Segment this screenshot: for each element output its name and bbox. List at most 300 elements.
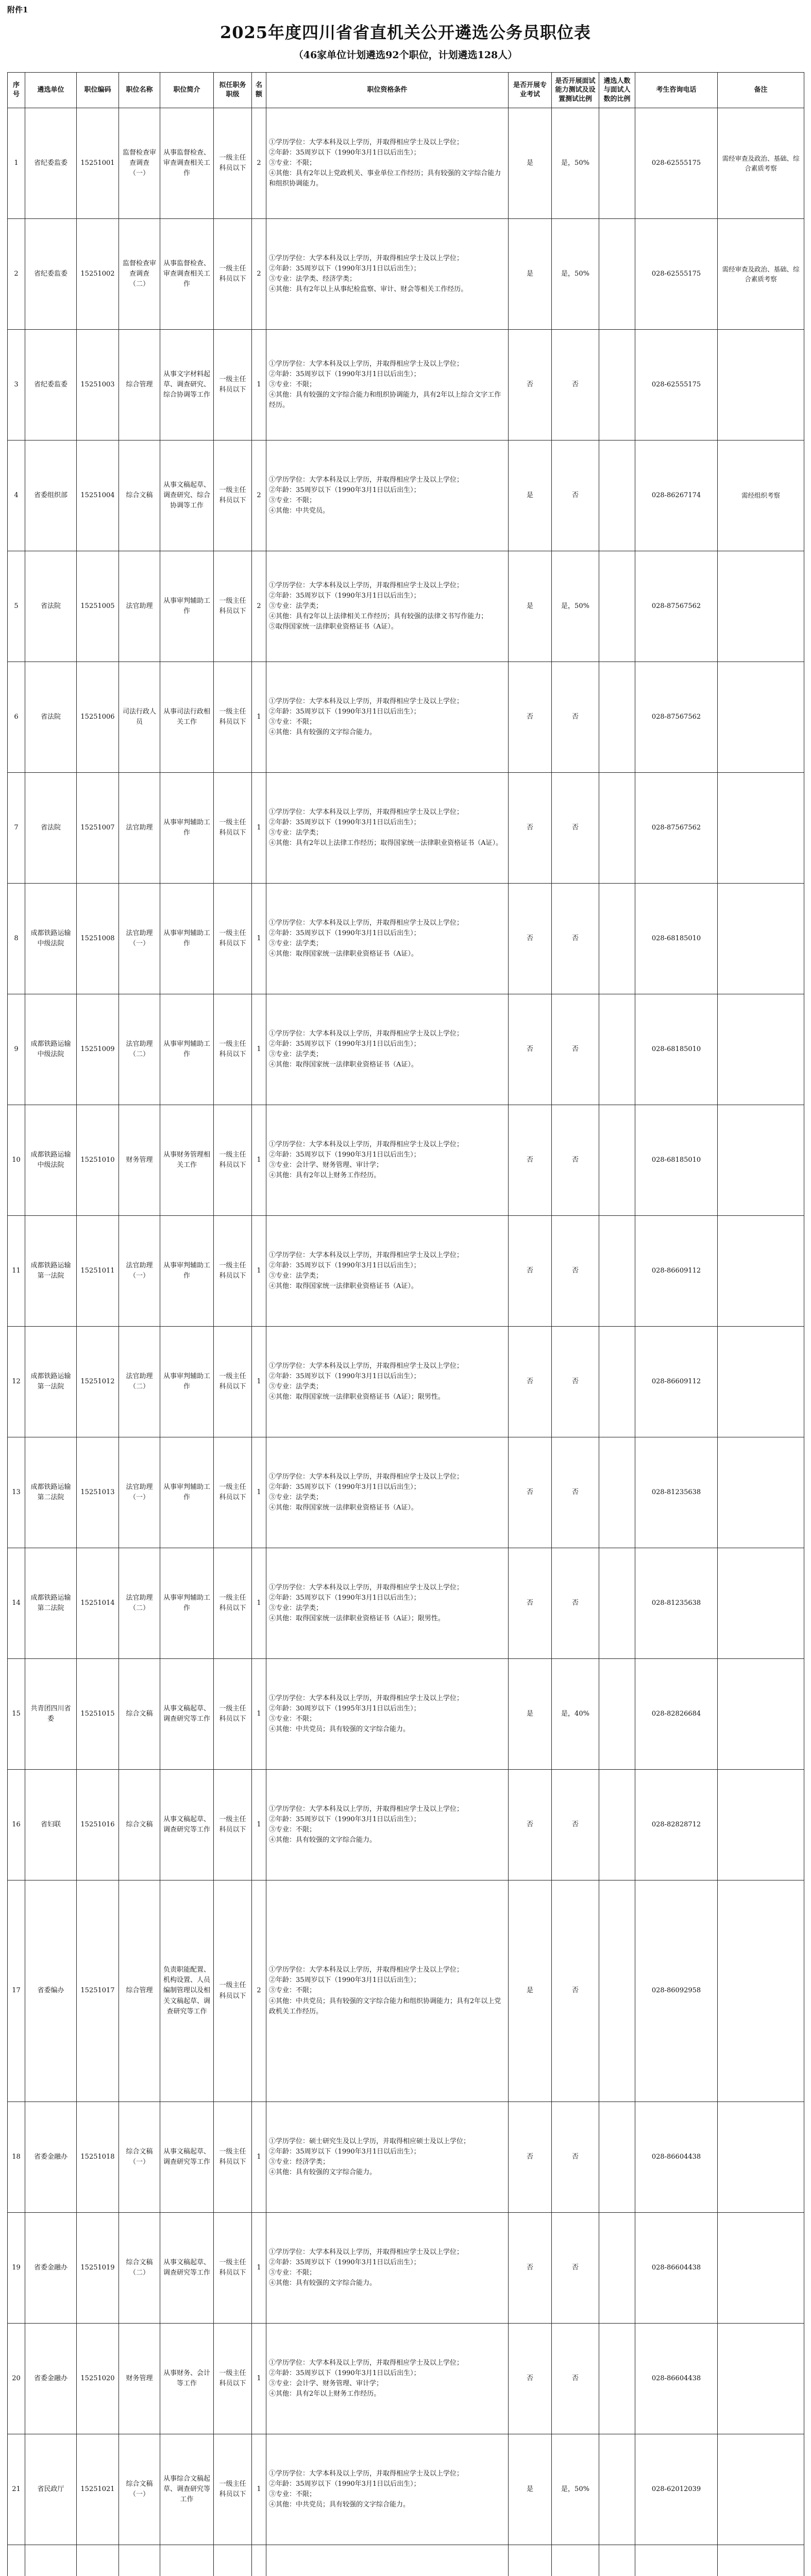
- cell-phone: 028-62555175: [635, 219, 718, 330]
- cell-ratio: [599, 2324, 635, 2434]
- cell-note: [718, 330, 804, 440]
- document-title: 2025年度四川省省直机关公开遴选公务员职位表: [219, 23, 592, 42]
- cell-ratio: [599, 2434, 635, 2545]
- cell-position-code: 15251002: [77, 219, 119, 330]
- cell-ratio: [599, 108, 635, 219]
- table-body: [8, 108, 804, 2576]
- cell-phone: 028-86604438: [635, 2324, 718, 2434]
- cell-position-name: 综合文稿: [119, 1770, 160, 1880]
- table-row: [8, 1659, 804, 1770]
- cell-phone: 028-86092958: [635, 1880, 718, 2102]
- cell-test: 是，40%: [552, 1659, 599, 1770]
- table-row: [8, 1327, 804, 1437]
- cell-phone: 028-62555175: [635, 108, 718, 219]
- cell-ratio: [599, 2102, 635, 2213]
- cell-ratio: [599, 330, 635, 440]
- cell-conditions: ①学历学位：大学本科及以上学历，并取得相应学士及以上学位； ②年龄：30周岁以下（1995年3月1日以后出生）； ③专业：不限； ④其他：中共党员；具有较强的文字综合能力。: [266, 1659, 509, 1770]
- table-row: [8, 2434, 804, 2545]
- cell-note: [718, 2102, 804, 2213]
- cell-position-code: 15251012: [77, 1327, 119, 1437]
- cell-position-intro: 从事监督检查、审查调查相关工作: [160, 108, 214, 219]
- cell-number: 13: [8, 1437, 25, 1548]
- cell-conditions: ①学历学位：大学本科及以上学历，并取得相应学士及以上学位； ②年龄：35周岁以下（1990年3月1日以后出生）； ③专业：不限； ④其他：具有较强的文字综合能力。: [266, 662, 509, 773]
- cell-rank: 一级主任科员以下: [214, 1327, 252, 1437]
- header-cell: 遴选单位: [25, 73, 77, 108]
- cell-position-code: 15251017: [77, 1880, 119, 2102]
- cell-unit: 成都铁路运输第一法院: [25, 1327, 77, 1437]
- cell-note: 需经审查及政治、基础、综合素质考察: [718, 108, 804, 219]
- cell-ratio: [599, 1880, 635, 2102]
- cell-exam: 是: [509, 108, 552, 219]
- cell-position-code: 15251005: [77, 551, 119, 662]
- cell-position-name: 综合文稿: [119, 1659, 160, 1770]
- cell-ratio: [599, 2545, 635, 2576]
- cell-number: 6: [8, 662, 25, 773]
- cell-conditions: ①学历学位：大学本科及以上学历，并取得相应学士及以上学位； ②年龄：35周岁以下（1990年3月1日以后出生）； ③专业：法学类； ④其他：具有2年以上法律相关工作经历；具有较强的法律文书写作能力； ⑤取得国家统一法律职业资格证书（A证）。: [266, 551, 509, 662]
- cell-position-name: 财务管理: [119, 1105, 160, 1216]
- cell-position-name: 监督检查审查调查（一）: [119, 108, 160, 219]
- cell-exam: 是: [509, 440, 552, 551]
- cell-note: [718, 551, 804, 662]
- cell-conditions: ①学历学位：大学本科及以上学历，并取得相应学士及以上学位； ②年龄：35周岁以下（1990年3月1日以后出生）； ③专业：法学类、经济学类； ④其他：具有2年以上从事纪检监察、审计、财会等相关工作经历。: [266, 219, 509, 330]
- cell-rank: 一级主任科员以下: [214, 1216, 252, 1327]
- header-cell: 职位资格条件: [266, 73, 509, 108]
- cell-number: 17: [8, 1880, 25, 2102]
- cell-test: 否: [552, 884, 599, 994]
- cell-quota: 1: [252, 2434, 266, 2545]
- cell-exam: 否: [509, 884, 552, 994]
- cell-phone: 028-86609112: [635, 1327, 718, 1437]
- cell-position-name: 法官助理（一）: [119, 884, 160, 994]
- cell-phone: 028-68185010: [635, 1105, 718, 1216]
- cell-position-code: 15251018: [77, 2102, 119, 2213]
- header-cell: 名额: [252, 73, 266, 108]
- cell-position-name: 综合文稿: [119, 440, 160, 551]
- cell-phone: 028-68185010: [635, 884, 718, 994]
- cell-rank: 一级主任科员以下: [214, 551, 252, 662]
- cell-exam: 否: [509, 994, 552, 1105]
- cell-position-code: 15251021: [77, 2434, 119, 2545]
- cell-position-intro: 从事综合文稿起草、调查研究等工作: [160, 2434, 214, 2545]
- cell-number: 7: [8, 773, 25, 884]
- cell-rank: 一级主任科员以下: [214, 1437, 252, 1548]
- cell-note: [718, 1880, 804, 2102]
- cell-conditions: ①学历学位：大学本科及以上学历，并取得相应学士及以上学位； ②年龄：35周岁以下（1990年3月1日以后出生）； ③专业：法学类； ④其他：取得国家统一法律职业资格证书（A证）。: [266, 994, 509, 1105]
- cell-unit: 省妇联: [25, 1770, 77, 1880]
- table-row: [8, 440, 804, 551]
- cell-exam: 否: [509, 1548, 552, 1659]
- cell-number: [8, 2545, 25, 2576]
- table-row: [8, 1770, 804, 1880]
- cell-unit: 省委组织部: [25, 440, 77, 551]
- cell-ratio: [599, 1437, 635, 1548]
- cell-rank: 一级主任科员以下: [214, 108, 252, 219]
- header-cell: 考生咨询电话: [635, 73, 718, 108]
- cell-number: 10: [8, 1105, 25, 1216]
- cell-position-name: 法官助理: [119, 551, 160, 662]
- cell-ratio: [599, 1105, 635, 1216]
- cell-position-intro: [160, 2545, 214, 2576]
- cell-test: 是，50%: [552, 551, 599, 662]
- cell-unit: 成都铁路运输中级法院: [25, 1105, 77, 1216]
- cell-test: 否: [552, 1880, 599, 2102]
- cell-position-name: 综合管理: [119, 1880, 160, 2102]
- cell-conditions: ①学历学位：大学本科及以上学历，并取得相应学士及以上学位； ②年龄：35周岁以下（1990年3月1日以后出生）； ③专业：法学类； ④其他：取得国家统一法律职业资格证书（A证）。: [266, 1437, 509, 1548]
- cell-rank: 一级主任科员以下: [214, 884, 252, 994]
- cell-test: 是，50%: [552, 2434, 599, 2545]
- table-row: [8, 219, 804, 330]
- table-row: [8, 1437, 804, 1548]
- cell-number: 14: [8, 1548, 25, 1659]
- cell-phone: 028-87567562: [635, 662, 718, 773]
- table-row: [8, 1105, 804, 1216]
- cell-position-code: 15251020: [77, 2324, 119, 2434]
- cell-phone: 028-81235638: [635, 1548, 718, 1659]
- cell-conditions: ①学历学位：大学本科及以上学历，并取得相应学士及以上学位； ②年龄：35周岁以下（1990年3月1日以后出生）； ③专业：法学类； ④其他：取得国家统一法律职业资格证书（A证）。: [266, 1216, 509, 1327]
- cell-note: [718, 1105, 804, 1216]
- table-row: [8, 1216, 804, 1327]
- cell-unit: 省纪委监委: [25, 330, 77, 440]
- cell-phone: 028-62555175: [635, 330, 718, 440]
- cell-position-intro: 从事司法行政相关工作: [160, 662, 214, 773]
- cell-position-intro: 从事监督检查、审查调查相关工作: [160, 219, 214, 330]
- cell-unit: 省委金融办: [25, 2324, 77, 2434]
- cell-position-name: [119, 2545, 160, 2576]
- table-row: [8, 2545, 804, 2576]
- cell-quota: 1: [252, 662, 266, 773]
- cell-quota: 1: [252, 1437, 266, 1548]
- table-row: [8, 108, 804, 219]
- cell-quota: 1: [252, 2324, 266, 2434]
- cell-position-name: 综合文稿（一）: [119, 2102, 160, 2213]
- cell-position-intro: 从事审判辅助工作: [160, 1216, 214, 1327]
- cell-position-code: 15251019: [77, 2213, 119, 2324]
- cell-rank: 一级主任科员以下: [214, 1659, 252, 1770]
- cell-number: 9: [8, 994, 25, 1105]
- cell-position-intro: 从事文稿起草、调查研究等工作: [160, 2213, 214, 2324]
- cell-quota: 1: [252, 2102, 266, 2213]
- cell-note: [718, 2324, 804, 2434]
- cell-rank: 一级主任科员以下: [214, 219, 252, 330]
- cell-note: [718, 1437, 804, 1548]
- cell-ratio: [599, 662, 635, 773]
- cell-exam: [509, 2545, 552, 2576]
- cell-quota: 2: [252, 440, 266, 551]
- cell-conditions: ①学历学位：大学本科及以上学历，并取得相应学士及以上学位； ②年龄：35周岁以下（1990年3月1日以后出生）； ③专业：法学类； ④其他：取得国家统一法律职业资格证书（A证）；限男性。: [266, 1548, 509, 1659]
- cell-rank: 一级主任科员以下: [214, 1770, 252, 1880]
- cell-conditions: ①学历学位：大学本科及以上学历，并取得相应学士及以上学位； ②年龄：35周岁以下（1990年3月1日以后出生）； ③专业：法学类； ④其他：具有2年以上法律工作经历；取得国家统一法律职业资格证书（A证）。: [266, 773, 509, 884]
- cell-phone: 028-82826684: [635, 1659, 718, 1770]
- cell-quota: 1: [252, 1105, 266, 1216]
- cell-exam: 是: [509, 219, 552, 330]
- cell-rank: 一级主任科员以下: [214, 2102, 252, 2213]
- cell-quota: [252, 2545, 266, 2576]
- cell-ratio: [599, 551, 635, 662]
- header-cell: 是否开展面试能力测试及设置测试比例: [552, 73, 599, 108]
- cell-number: 12: [8, 1327, 25, 1437]
- cell-number: 20: [8, 2324, 25, 2434]
- header-cell: 是否开展专业考试: [509, 73, 552, 108]
- cell-note: [718, 2434, 804, 2545]
- cell-number: 11: [8, 1216, 25, 1327]
- cell-position-intro: 负责职能配置、机构设置、人员编制管理以及相关文稿起草、调查研究等工作: [160, 1880, 214, 2102]
- cell-rank: 一级主任科员以下: [214, 2324, 252, 2434]
- cell-rank: 一级主任科员以下: [214, 330, 252, 440]
- cell-test: 否: [552, 773, 599, 884]
- cell-position-code: 15251011: [77, 1216, 119, 1327]
- cell-quota: 2: [252, 219, 266, 330]
- cell-rank: 一级主任科员以下: [214, 2213, 252, 2324]
- cell-position-intro: 从事文字材料起草、调查研究、综合协调等工作: [160, 330, 214, 440]
- cell-position-code: 15251001: [77, 108, 119, 219]
- cell-phone: 028-81235638: [635, 1437, 718, 1548]
- cell-rank: 一级主任科员以下: [214, 1105, 252, 1216]
- cell-test: 否: [552, 994, 599, 1105]
- cell-quota: 1: [252, 1770, 266, 1880]
- cell-position-code: 15251008: [77, 884, 119, 994]
- cell-exam: 是: [509, 2434, 552, 2545]
- cell-position-name: 法官助理（一）: [119, 1216, 160, 1327]
- cell-ratio: [599, 1327, 635, 1437]
- cell-position-intro: 从事财务管理相关工作: [160, 1105, 214, 1216]
- header-cell: 序号: [8, 73, 25, 108]
- cell-position-code: 15251015: [77, 1659, 119, 1770]
- table-row: [8, 551, 804, 662]
- cell-exam: 否: [509, 2324, 552, 2434]
- cell-position-name: 综合文稿（一）: [119, 2434, 160, 2545]
- header-cell: 遴选人数与面试人数的比例: [599, 73, 635, 108]
- cell-position-name: 法官助理（二）: [119, 1548, 160, 1659]
- cell-rank: [214, 2545, 252, 2576]
- cell-position-name: 法官助理（一）: [119, 1437, 160, 1548]
- cell-exam: 否: [509, 330, 552, 440]
- cell-number: 19: [8, 2213, 25, 2324]
- table-row: [8, 1548, 804, 1659]
- cell-position-code: [77, 2545, 119, 2576]
- cell-position-intro: 从事文稿起草、调查研究等工作: [160, 1770, 214, 1880]
- cell-test: [552, 2545, 599, 2576]
- cell-phone: 028-68185010: [635, 994, 718, 1105]
- cell-unit: 成都铁路运输第一法院: [25, 1216, 77, 1327]
- cell-test: 否: [552, 1770, 599, 1880]
- cell-quota: 1: [252, 1659, 266, 1770]
- cell-number: 21: [8, 2434, 25, 2545]
- cell-phone: 028-62012039: [635, 2434, 718, 2545]
- cell-unit: 省法院: [25, 662, 77, 773]
- cell-conditions: [266, 2545, 509, 2576]
- cell-quota: 1: [252, 1327, 266, 1437]
- cell-quota: 2: [252, 551, 266, 662]
- cell-conditions: ①学历学位：硕士研究生及以上学历，并取得相应硕士及以上学位； ②年龄：35周岁以下（1990年3月1日以后出生）； ③专业：经济学类； ④其他：具有较强的文字综合能力。: [266, 2102, 509, 2213]
- table-row: [8, 773, 804, 884]
- cell-unit: 省民政厅: [25, 2434, 77, 2545]
- cell-rank: 一级主任科员以下: [214, 1548, 252, 1659]
- cell-number: 1: [8, 108, 25, 219]
- positions-table: [7, 72, 804, 2576]
- attachment-label: 附件1: [7, 5, 28, 14]
- table-row: [8, 2324, 804, 2434]
- cell-rank: 一级主任科员以下: [214, 773, 252, 884]
- header-cell: 备注: [718, 73, 804, 108]
- cell-ratio: [599, 1216, 635, 1327]
- cell-unit: 省委编办: [25, 1880, 77, 2102]
- cell-conditions: ①学历学位：大学本科及以上学历，并取得相应学士及以上学位； ②年龄：35周岁以下（1990年3月1日以后出生）； ③专业：不限； ④其他：中共党员。: [266, 440, 509, 551]
- cell-quota: 2: [252, 1880, 266, 2102]
- table-row: [8, 330, 804, 440]
- cell-number: 2: [8, 219, 25, 330]
- table-row: [8, 662, 804, 773]
- cell-position-name: 司法行政人员: [119, 662, 160, 773]
- cell-quota: 2: [252, 108, 266, 219]
- cell-unit: [25, 2545, 77, 2576]
- cell-quota: 1: [252, 994, 266, 1105]
- cell-position-intro: 从事审判辅助工作: [160, 1548, 214, 1659]
- cell-test: 否: [552, 2213, 599, 2324]
- cell-note: [718, 1770, 804, 1880]
- cell-conditions: ①学历学位：大学本科及以上学历，并取得相应学士及以上学位； ②年龄：35周岁以下（1990年3月1日以后出生）； ③专业：会计学、财务管理、审计学； ④其他：具有2年以上财务工作经历。: [266, 2324, 509, 2434]
- cell-phone: 028-87567562: [635, 773, 718, 884]
- table-header-row: [8, 73, 804, 108]
- cell-number: 5: [8, 551, 25, 662]
- cell-exam: 是: [509, 551, 552, 662]
- cell-exam: 否: [509, 2213, 552, 2324]
- cell-position-code: 15251010: [77, 1105, 119, 1216]
- cell-note: [718, 884, 804, 994]
- cell-exam: 否: [509, 1216, 552, 1327]
- cell-position-intro: 从事文稿起草、调查研究等工作: [160, 1659, 214, 1770]
- cell-test: 否: [552, 662, 599, 773]
- cell-exam: 否: [509, 1327, 552, 1437]
- cell-unit: 省委金融办: [25, 2213, 77, 2324]
- cell-position-intro: 从事文稿起草、调查研究、综合协调等工作: [160, 440, 214, 551]
- cell-quota: 1: [252, 773, 266, 884]
- cell-conditions: ①学历学位：大学本科及以上学历，并取得相应学士及以上学位； ②年龄：35周岁以下（1990年3月1日以后出生）； ③专业：不限； ④其他：具有较强的文字综合能力。: [266, 2213, 509, 2324]
- cell-position-name: 法官助理（二）: [119, 994, 160, 1105]
- cell-number: 15: [8, 1659, 25, 1770]
- cell-number: 4: [8, 440, 25, 551]
- cell-quota: 1: [252, 1216, 266, 1327]
- cell-quota: 1: [252, 884, 266, 994]
- cell-unit: 省法院: [25, 551, 77, 662]
- cell-rank: 一级主任科员以下: [214, 994, 252, 1105]
- cell-note: [718, 1659, 804, 1770]
- cell-ratio: [599, 1548, 635, 1659]
- table-row: [8, 2102, 804, 2213]
- cell-unit: 省纪委监委: [25, 219, 77, 330]
- cell-phone: 028-86267174: [635, 440, 718, 551]
- cell-exam: 是: [509, 1880, 552, 2102]
- table-row: [8, 2213, 804, 2324]
- cell-quota: 1: [252, 1548, 266, 1659]
- cell-phone: 028-87567562: [635, 551, 718, 662]
- cell-note: [718, 994, 804, 1105]
- cell-exam: 否: [509, 1105, 552, 1216]
- cell-ratio: [599, 773, 635, 884]
- cell-position-name: 财务管理: [119, 2324, 160, 2434]
- cell-number: 8: [8, 884, 25, 994]
- table-row: [8, 1880, 804, 2102]
- cell-ratio: [599, 219, 635, 330]
- cell-test: 否: [552, 1437, 599, 1548]
- cell-conditions: ①学历学位：大学本科及以上学历，并取得相应学士及以上学位； ②年龄：35周岁以下（1990年3月1日以后出生）； ③专业：不限； ④其他：中共党员；具有较强的文字综合能力和组织协调能力；具有2年以上党政机关工作经历。: [266, 1880, 509, 2102]
- cell-position-name: 法官助理（二）: [119, 1327, 160, 1437]
- table-row: [8, 994, 804, 1105]
- cell-position-name: 综合管理: [119, 330, 160, 440]
- cell-test: 是，50%: [552, 219, 599, 330]
- cell-ratio: [599, 2213, 635, 2324]
- cell-test: 否: [552, 1327, 599, 1437]
- cell-phone: [635, 2545, 718, 2576]
- cell-ratio: [599, 1659, 635, 1770]
- document-subtitle: （46家单位计划遴选92个职位，计划遴选128人）: [293, 49, 518, 61]
- cell-position-intro: 从事审判辅助工作: [160, 1327, 214, 1437]
- cell-quota: 1: [252, 2213, 266, 2324]
- cell-unit: 成都铁路运输中级法院: [25, 994, 77, 1105]
- cell-position-code: 15251013: [77, 1437, 119, 1548]
- cell-phone: 028-86609112: [635, 1216, 718, 1327]
- cell-position-intro: 从事财务、会计等工作: [160, 2324, 214, 2434]
- cell-note: [718, 1216, 804, 1327]
- cell-position-intro: 从事审判辅助工作: [160, 551, 214, 662]
- cell-position-code: 15251006: [77, 662, 119, 773]
- cell-position-intro: 从事审判辅助工作: [160, 884, 214, 994]
- cell-position-name: 监督检查审查调查（二）: [119, 219, 160, 330]
- cell-ratio: [599, 994, 635, 1105]
- cell-note: [718, 2213, 804, 2324]
- cell-phone: 028-86604438: [635, 2102, 718, 2213]
- cell-position-code: 15251016: [77, 1770, 119, 1880]
- cell-note: 需经审查及政治、基础、综合素质考察: [718, 219, 804, 330]
- cell-position-intro: 从事审判辅助工作: [160, 994, 214, 1105]
- cell-unit: 省法院: [25, 773, 77, 884]
- cell-conditions: ①学历学位：大学本科及以上学历，并取得相应学士及以上学位； ②年龄：35周岁以下（1990年3月1日以后出生）； ③专业：不限； ④其他：具有较强的文字综合能力。: [266, 1770, 509, 1880]
- cell-unit: 成都铁路运输第二法院: [25, 1437, 77, 1548]
- cell-exam: 否: [509, 662, 552, 773]
- cell-note: 需经组织考察: [718, 440, 804, 551]
- cell-position-code: 15251007: [77, 773, 119, 884]
- table-row: [8, 884, 804, 994]
- cell-test: 否: [552, 330, 599, 440]
- cell-position-intro: 从事审判辅助工作: [160, 773, 214, 884]
- cell-exam: 否: [509, 1770, 552, 1880]
- header-cell: 职位名称: [119, 73, 160, 108]
- cell-test: 是，50%: [552, 108, 599, 219]
- cell-phone: 028-86604438: [635, 2213, 718, 2324]
- cell-number: 16: [8, 1770, 25, 1880]
- cell-unit: 成都铁路运输第二法院: [25, 1548, 77, 1659]
- header-cell: 职位编码: [77, 73, 119, 108]
- cell-position-intro: 从事审判辅助工作: [160, 1437, 214, 1548]
- cell-note: [718, 1327, 804, 1437]
- cell-note: [718, 662, 804, 773]
- cell-rank: 一级主任科员以下: [214, 2434, 252, 2545]
- cell-ratio: [599, 1770, 635, 1880]
- cell-exam: 否: [509, 1437, 552, 1548]
- cell-test: 否: [552, 1105, 599, 1216]
- cell-position-intro: 从事文稿起草、调查研究等工作: [160, 2102, 214, 2213]
- cell-position-name: 综合文稿（二）: [119, 2213, 160, 2324]
- cell-conditions: ①学历学位：大学本科及以上学历，并取得相应学士及以上学位； ②年龄：35周岁以下（1990年3月1日以后出生）； ③专业：法学类； ④其他：取得国家统一法律职业资格证书（A证）；限男性。: [266, 1327, 509, 1437]
- cell-quota: 1: [252, 330, 266, 440]
- cell-exam: 否: [509, 2102, 552, 2213]
- cell-conditions: ①学历学位：大学本科及以上学历，并取得相应学士及以上学位； ②年龄：35周岁以下（1990年3月1日以后出生）； ③专业：不限； ④其他：中共党员；具有较强的文字综合能力。: [266, 2434, 509, 2545]
- cell-ratio: [599, 440, 635, 551]
- cell-conditions: ①学历学位：大学本科及以上学历，并取得相应学士及以上学位； ②年龄：35周岁以下（1990年3月1日以后出生）； ③专业：法学类； ④其他：取得国家统一法律职业资格证书（A证）。: [266, 884, 509, 994]
- cell-conditions: ①学历学位：大学本科及以上学历，并取得相应学士及以上学位； ②年龄：35周岁以下（1990年3月1日以后出生）； ③专业：不限； ④其他：具有较强的文字综合能力和组织协调能力，具有2年以上综合文字工作经历。: [266, 330, 509, 440]
- cell-conditions: ①学历学位：大学本科及以上学历，并取得相应学士及以上学位； ②年龄：35周岁以下（1990年3月1日以后出生）； ③专业：会计学、财务管理、审计学； ④其他：具有2年以上财务工作经历。: [266, 1105, 509, 1216]
- cell-unit: 成都铁路运输中级法院: [25, 884, 77, 994]
- cell-conditions: ①学历学位：大学本科及以上学历，并取得相应学士及以上学位； ②年龄：35周岁以下（1990年3月1日以后出生）； ③专业：不限； ④其他：具有2年以上党政机关、事业单位工作经历；具有较强的文字综合能力和组织协调能力。: [266, 108, 509, 219]
